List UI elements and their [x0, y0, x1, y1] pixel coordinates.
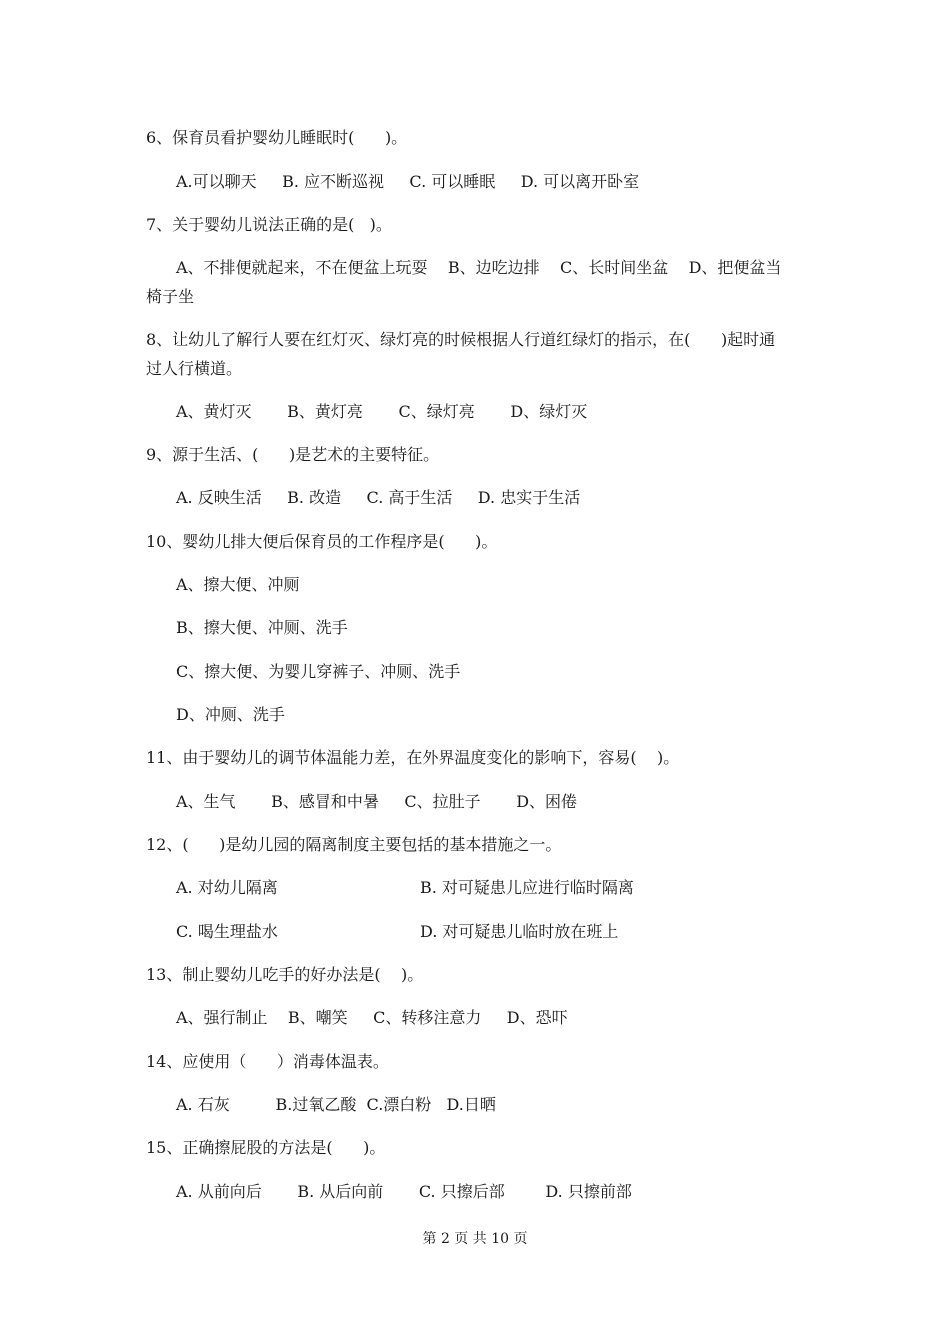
question-7-options-line1: A、不排便就起来，不在便盆上玩耍 B、边吃边排 C、长时间坐盆 D、把便盆当: [176, 258, 782, 277]
question-14-stem: 14、应使用（ ）消毒体温表。: [146, 1052, 389, 1071]
question-10-option-d: D、冲厕、洗手: [176, 705, 285, 724]
question-8-stem-line1: 8、让幼儿了解行人要在红灯灭、绿灯亮的时候根据人行道红绿灯的指示，在( )起时通: [146, 330, 776, 349]
question-10-option-c: C、擦大便、为婴儿穿裤子、冲厕、洗手: [176, 662, 461, 681]
question-6-stem: 6、保育员看护婴幼儿睡眠时( )。: [146, 128, 408, 147]
question-12-option-a: A. 对幼儿隔离: [176, 878, 278, 897]
question-14-options: A. 石灰 B.过氧乙酸 C.漂白粉 D.日晒: [176, 1095, 496, 1114]
question-10-option-a: A、擦大便、冲厕: [176, 575, 300, 594]
question-10-stem: 10、婴幼儿排大便后保育员的工作程序是( )。: [146, 532, 498, 551]
question-6-options: A.可以聊天 B. 应不断巡视 C. 可以睡眠 D. 可以离开卧室: [176, 172, 640, 191]
question-8-stem-line2: 过人行横道。: [146, 359, 243, 378]
question-15-stem: 15、正确擦屁股的方法是( )。: [146, 1138, 386, 1157]
question-10-option-b: B、擦大便、冲厕、洗手: [176, 618, 348, 637]
question-15-options: A. 从前向后 B. 从后向前 C. 只擦后部 D. 只擦前部: [176, 1182, 632, 1201]
question-12-option-d: D. 对可疑患儿临时放在班上: [420, 922, 619, 941]
question-13-options: A、强行制止 B、嘲笑 C、转移注意力 D、恐吓: [176, 1008, 568, 1027]
question-11-stem: 11、由于婴幼儿的调节体温能力差，在外界温度变化的影响下，容易( )。: [146, 748, 680, 767]
page-footer: 第 2 页 共 10 页: [422, 1231, 528, 1247]
question-7-options-line2: 椅子坐: [146, 287, 195, 306]
question-7-stem: 7、关于婴幼儿说法正确的是( )。: [146, 215, 392, 234]
question-13-stem: 13、制止婴幼儿吃手的好办法是( )。: [146, 965, 424, 984]
question-12-stem: 12、( )是幼儿园的隔离制度主要包括的基本措施之一。: [146, 835, 562, 854]
question-9-stem: 9、源于生活、( )是艺术的主要特征。: [146, 445, 440, 464]
question-11-options: A、生气 B、感冒和中暑 C、拉肚子 D、困倦: [176, 792, 578, 811]
question-12-option-c: C. 喝生理盐水: [176, 922, 278, 941]
question-9-options: A. 反映生活 B. 改造 C. 高于生活 D. 忠实于生活: [176, 488, 581, 507]
question-12-option-b: B. 对可疑患儿应进行临时隔离: [420, 878, 634, 897]
question-8-options: A、黄灯灭 B、黄灯亮 C、绿灯亮 D、绿灯灭: [176, 402, 588, 421]
